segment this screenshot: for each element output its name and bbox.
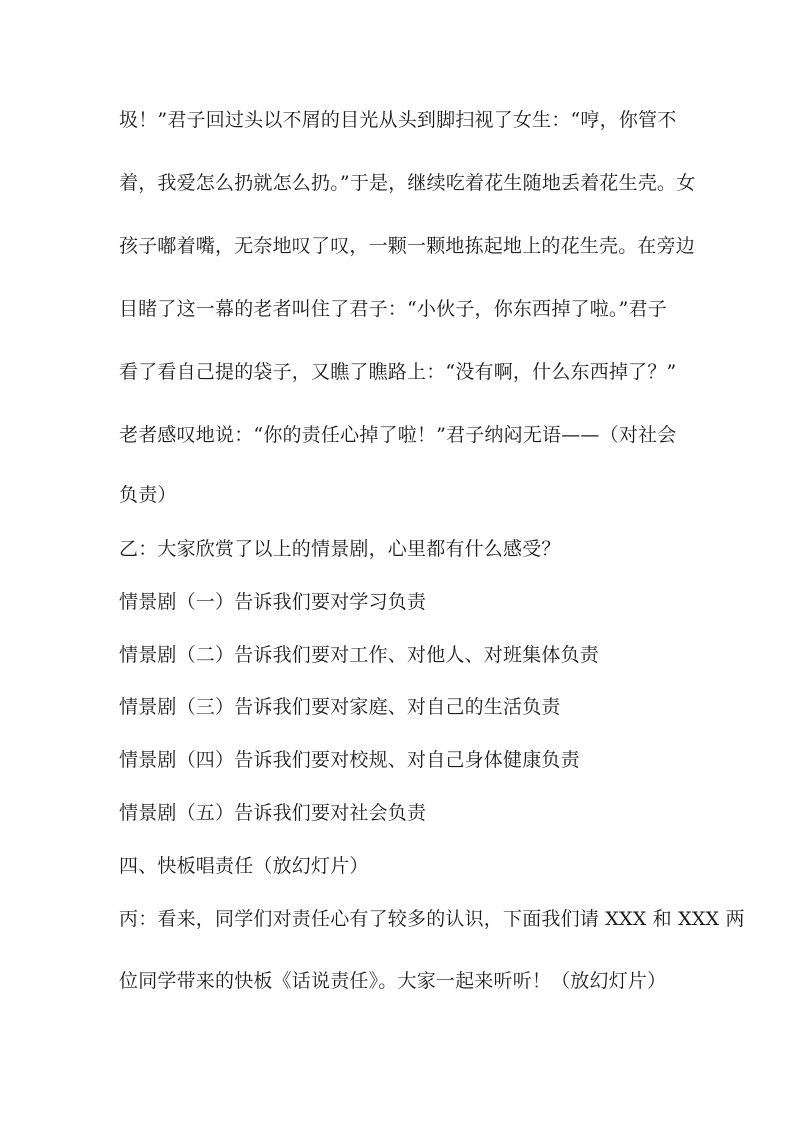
paragraph-line: 圾！”君子回过头以不屑的目光从头到脚扫视了女生：“哼，你管不 [119, 109, 677, 131]
paragraph-line: 位同学带来的快板《话说责任》。大家一起来听听！（放幻灯片） [119, 970, 667, 992]
speaker-line: 乙：大家欣赏了以上的情景剧，心里都有什么感受？ [119, 538, 561, 560]
list-item: 情景剧（五）告诉我们要对社会负责 [119, 802, 427, 824]
speaker-line: 丙：看来，同学们对责任心有了较多的认识，下面我们请 XXX 和 XXX 两 [119, 908, 745, 930]
paragraph-line: 老者感叹地说：“你的责任心掉了啦！”君子纳闷无语——（对社会 [119, 424, 677, 446]
list-item: 情景剧（四）告诉我们要对校规、对自己身体健康负责 [119, 749, 580, 771]
paragraph-line: 着，我爱怎么扔就怎么扔。”于是，继续吃着花生随地丢着花生壳。女 [119, 172, 696, 194]
paragraph-line: 看了看自己提的袋子，又瞧了瞧路上：“没有啊，什么东西掉了？” [119, 361, 677, 383]
paragraph-line: 目睹了这一幕的老者叫住了君子：“小伙子，你东西掉了啦。”君子 [119, 298, 667, 320]
section-heading: 四、快板唱责任（放幻灯片） [119, 855, 369, 877]
list-item: 情景剧（一）告诉我们要对学习负责 [119, 591, 427, 613]
list-item: 情景剧（二）告诉我们要对工作、对他人、对班集体负责 [119, 644, 600, 666]
paragraph-line: 孩子嘟着嘴，无奈地叹了叹，一颗一颗地拣起地上的花生壳。在旁边 [119, 235, 696, 257]
paragraph-line: 负责） [119, 484, 177, 506]
list-item: 情景剧（三）告诉我们要对家庭、对自己的生活负责 [119, 696, 561, 718]
